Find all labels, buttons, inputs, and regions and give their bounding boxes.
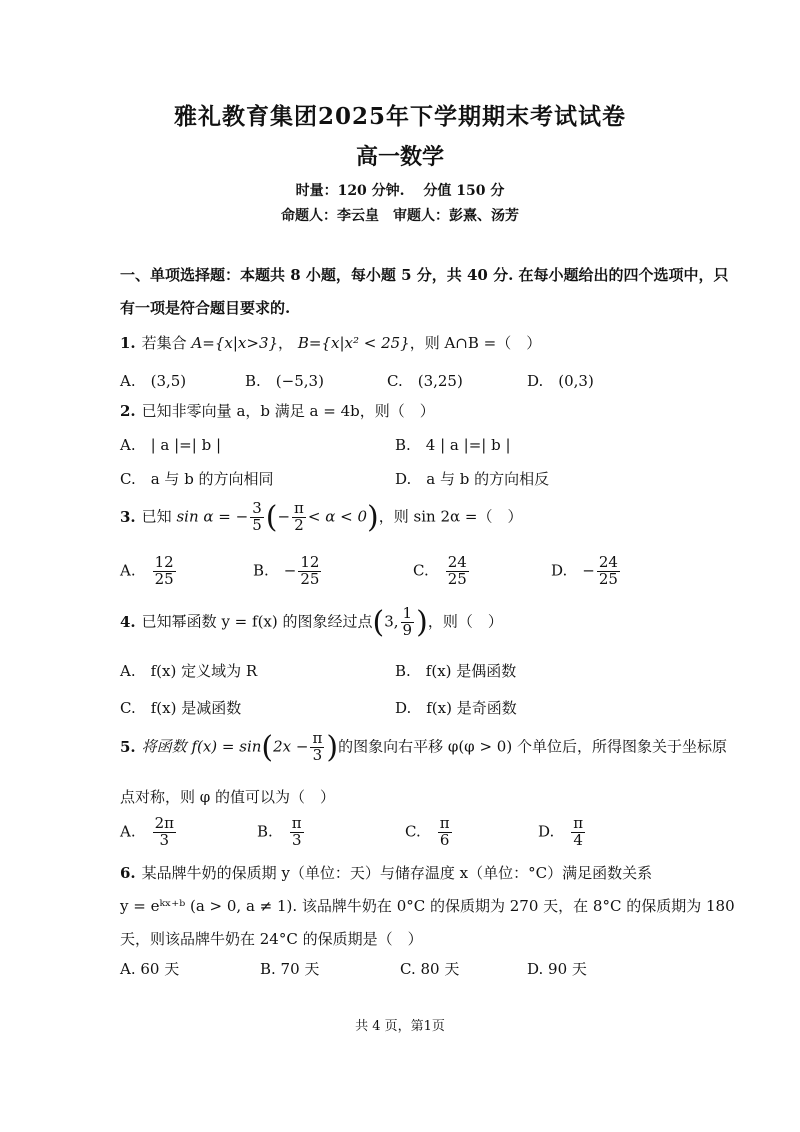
q1-option-c: C. (3,25) xyxy=(387,372,463,390)
option-label: C. xyxy=(405,822,436,841)
fraction xyxy=(401,606,415,639)
q1-set-b: B={x|x² < 25} xyxy=(297,334,410,352)
q3-cond-b: < α < 0 xyxy=(307,507,368,526)
q2-option-a: A. | a |=| b | xyxy=(120,436,222,454)
q4-point-x: 3, xyxy=(384,612,399,631)
q4-option-a: A. f(x) 定义域为 R xyxy=(120,662,258,680)
q6-option-b: B. 70 天 xyxy=(260,960,320,978)
q6-line1: 某品牌牛奶的保质期 y（单位：天）与储存温度 x（单位：°C）满足函数关系 xyxy=(141,864,653,882)
fraction xyxy=(250,501,264,534)
question-4 xyxy=(120,605,503,640)
denominator: 6 xyxy=(439,830,450,849)
q2-stem: 已知非零向量 a，b 满足 a = 4b，则（ ） xyxy=(141,402,435,420)
q2-option-b: B. 4 | a |=| b | xyxy=(395,436,511,454)
q4-option-c: C. f(x) 是减函数 xyxy=(120,699,242,717)
question-number: 5. xyxy=(120,737,136,756)
q5-arg-a: 2x − xyxy=(273,737,309,756)
numerator: π xyxy=(439,814,450,832)
question-1 xyxy=(120,332,541,353)
fraction xyxy=(298,555,321,588)
section-heading-line2: 有一项是符合题目要求的. xyxy=(120,299,291,317)
paren-open: ( xyxy=(372,605,385,640)
q6-line3: 天，则该品牌牛奶在 24°C 的保质期是（ ） xyxy=(120,930,423,948)
numerator: π xyxy=(573,814,584,832)
q5-option-c xyxy=(405,816,454,849)
paren-open: ( xyxy=(265,500,278,535)
fraction xyxy=(597,555,620,588)
q2-option-d: D. a 与 b 的方向相反 xyxy=(395,470,550,488)
q4-stem-b: ，则（ ） xyxy=(427,612,503,631)
q6-option-c: C. 80 天 xyxy=(400,960,460,978)
paren-open: ( xyxy=(261,730,274,765)
question-number: 2. xyxy=(120,402,136,420)
option-label: A. xyxy=(120,561,151,580)
numerator: 12 xyxy=(154,553,174,571)
numerator: 12 xyxy=(300,553,320,571)
q3-option-c xyxy=(413,555,471,588)
q3-cond-a: − xyxy=(277,507,291,526)
q6-option-a: A. 60 天 xyxy=(120,960,180,978)
denominator: 3 xyxy=(159,830,170,849)
question-3 xyxy=(120,500,522,535)
fraction xyxy=(153,816,176,849)
denominator: 25 xyxy=(300,569,320,588)
denominator: 3 xyxy=(291,830,302,849)
fraction xyxy=(571,816,585,849)
denominator: 3 xyxy=(312,746,323,764)
fraction xyxy=(153,555,176,588)
fraction xyxy=(310,731,324,764)
numerator: 24 xyxy=(447,553,467,571)
exam-subject: 高一数学 xyxy=(355,144,444,170)
q3-option-b xyxy=(253,555,323,588)
q1-option-a: A. (3,5) xyxy=(120,372,187,390)
denominator: 2 xyxy=(294,516,304,534)
numerator: π xyxy=(294,499,304,518)
q1-sep: ， xyxy=(278,334,294,352)
numerator: π xyxy=(312,729,323,748)
time-and-score: 时量：120 分钟. 分值 150 分 xyxy=(295,183,505,199)
q5-stem-a: 将函数 f(x) = sin xyxy=(141,737,262,756)
question-2 xyxy=(120,400,435,421)
q1-option-b: B. (−5,3) xyxy=(245,372,324,390)
denominator: 25 xyxy=(154,569,174,588)
question-number: 3. xyxy=(120,507,136,526)
numerator: π xyxy=(291,814,302,832)
q3-option-a xyxy=(120,555,178,588)
option-label: D. xyxy=(538,822,570,841)
numerator: 2π xyxy=(154,814,175,832)
option-label: A. xyxy=(120,822,151,841)
numerator: 3 xyxy=(252,499,262,518)
q4-option-d: D. f(x) 是奇函数 xyxy=(395,699,517,717)
numerator: 1 xyxy=(402,604,413,623)
page-footer: 共 4 页，第1页 xyxy=(355,1019,445,1034)
q4-stem-a: 已知幂函数 y = f(x) 的图象经过点 xyxy=(141,612,373,631)
q1-option-d: D. (0,3) xyxy=(527,372,594,390)
section-heading-line1: 一、单项选择题：本题共 8 小题，每小题 5 分，共 40 分. 在每小题给出的四个选项中，只 xyxy=(120,266,729,284)
option-sign: − xyxy=(582,561,595,580)
option-label: B. xyxy=(253,561,284,580)
paren-close: ) xyxy=(416,605,428,640)
q3-stem-a: 已知 xyxy=(141,507,172,526)
q5-stem-b: 的图象向右平移 φ(φ > 0) 个单位后，所得图象关于坐标原 xyxy=(338,737,727,756)
question-number: 1. xyxy=(120,334,136,352)
question-number: 4. xyxy=(120,612,136,631)
option-label: C. xyxy=(413,561,444,580)
fraction xyxy=(446,555,469,588)
denominator: 4 xyxy=(573,830,583,849)
fraction xyxy=(292,501,306,534)
numerator: 24 xyxy=(598,553,618,571)
authors: 命题人：李云皇 审题人：彭熹、汤芳 xyxy=(281,208,519,224)
denominator: 25 xyxy=(447,569,467,588)
q3-option-d xyxy=(551,555,622,588)
q6-line2: y = eᵏˣ⁺ᵇ (a > 0, a ≠ 1). 该品牌牛奶在 0°C 的保质期为 270 天，在 8°C 的保质期为 180 xyxy=(120,897,735,915)
q5-line2: 点对称，则 φ 的值可以为（ ） xyxy=(120,788,336,806)
fraction xyxy=(438,816,452,849)
q3-stem-b: ，则 sin 2α =（ ） xyxy=(378,507,523,526)
q2-option-c: C. a 与 b 的方向相同 xyxy=(120,470,274,488)
q5-option-a xyxy=(120,816,178,849)
question-number: 6. xyxy=(120,864,136,882)
denominator: 25 xyxy=(598,569,618,588)
q1-stem-a: 若集合 xyxy=(141,334,187,352)
fraction xyxy=(290,816,304,849)
q1-set-a: A={x|x>3} xyxy=(191,334,279,352)
q5-option-d xyxy=(538,816,587,849)
question-6 xyxy=(120,862,652,883)
q6-option-d: D. 90 天 xyxy=(527,960,587,978)
q1-stem-b: ，则 A∩B =（ ） xyxy=(409,334,542,352)
denominator: 9 xyxy=(402,621,413,639)
q5-option-b xyxy=(257,816,306,849)
exam-title: 雅礼教育集团2025年下学期期末考试试卷 xyxy=(173,103,626,130)
paren-close: ) xyxy=(326,730,339,765)
option-sign: − xyxy=(283,561,297,580)
denominator: 5 xyxy=(252,516,262,534)
paren-close: ) xyxy=(367,500,379,535)
option-label: D. xyxy=(551,561,583,580)
question-5 xyxy=(120,730,727,765)
option-label: B. xyxy=(257,822,288,841)
q3-expr: sin α = − xyxy=(176,507,249,526)
q4-option-b: B. f(x) 是偶函数 xyxy=(395,662,517,680)
